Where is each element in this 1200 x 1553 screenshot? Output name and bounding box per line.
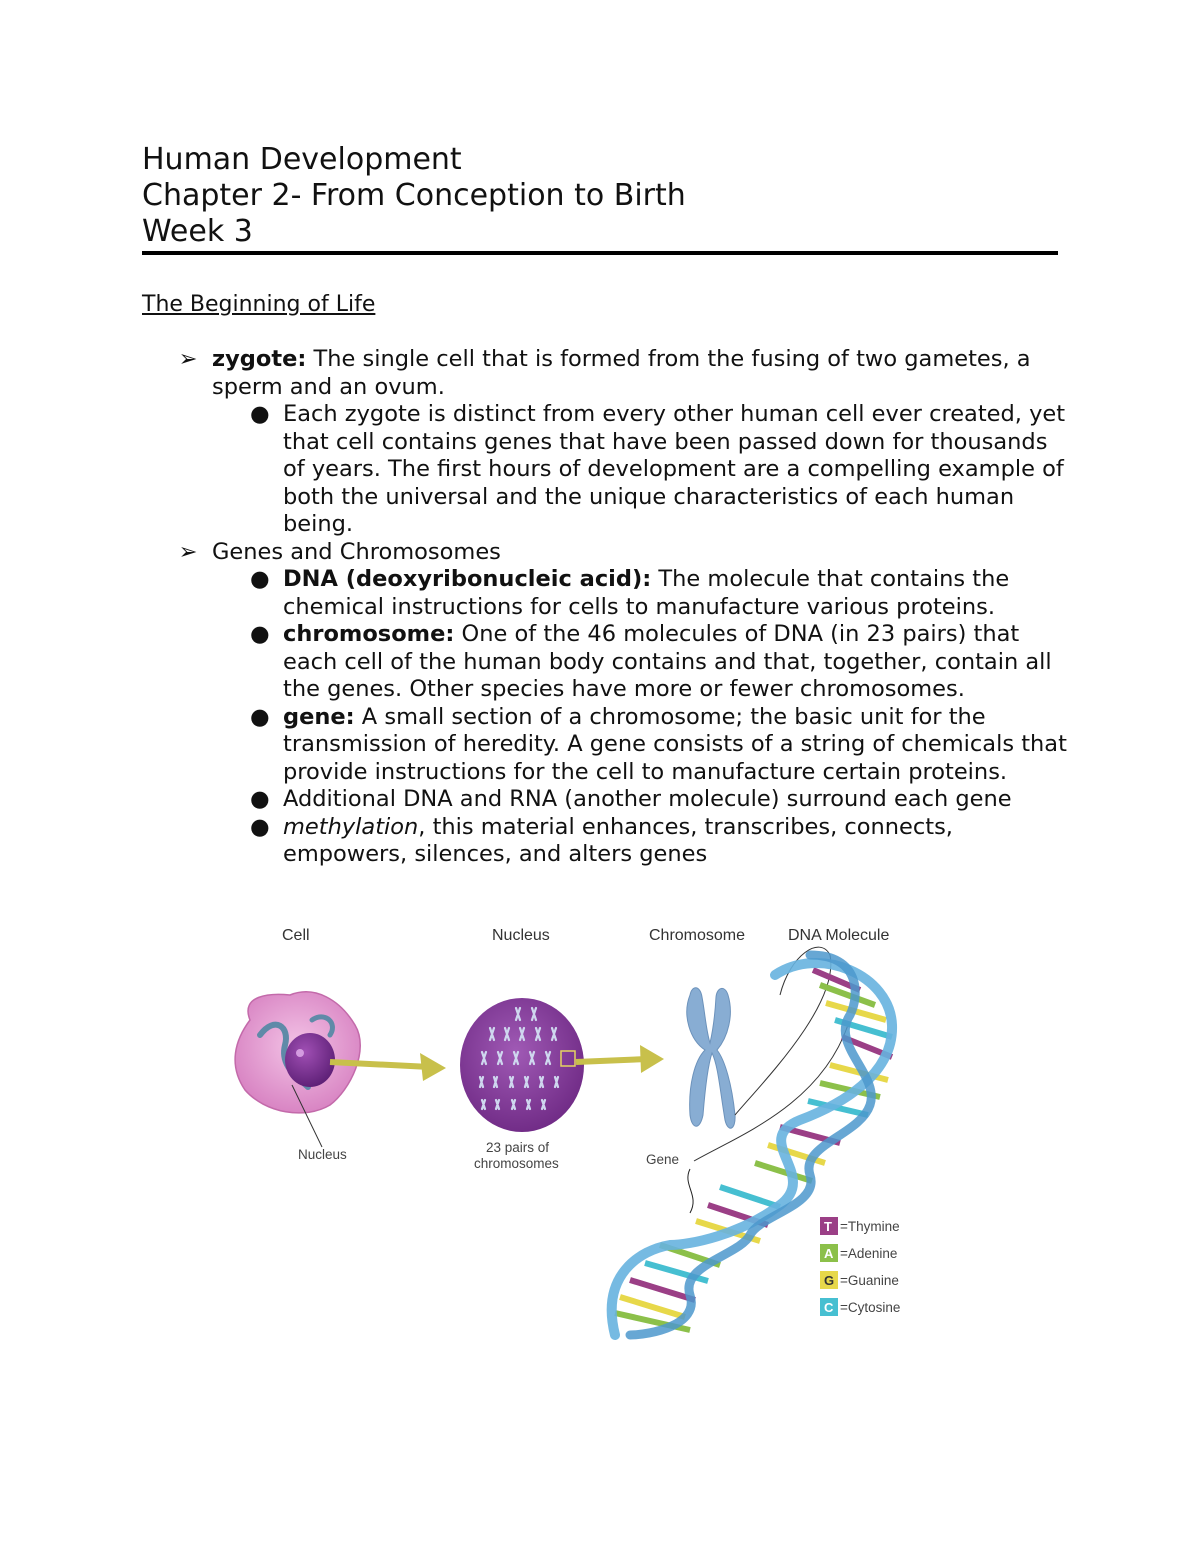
document-title: Human Development [142, 142, 462, 177]
arrow-bullet-icon: ➢ [178, 346, 198, 372]
methylation-term: methylation [283, 813, 419, 840]
svg-text:=Guanine: =Guanine [840, 1273, 899, 1288]
genes-heading: Genes and Chromosomes [212, 538, 501, 565]
methylation-item [142, 814, 1072, 869]
dna-figure [220, 915, 920, 1345]
chromosome-definition: One of the 46 molecules of DNA (in 23 pairs) that each cell of the human body contains and that, together, contain all the genes. Other species have more or fewer chromosomes. [283, 621, 1052, 702]
legend-item-cytosine [820, 1298, 900, 1316]
zygote-subitem [142, 401, 1072, 539]
section-heading: The Beginning of Life [142, 292, 376, 317]
dna-item [142, 566, 1072, 621]
svg-text:=Cytosine: =Cytosine [840, 1300, 901, 1315]
cell-label: Cell [282, 927, 310, 944]
nucleus-callout: Nucleus [298, 1147, 347, 1162]
chromosome-item [142, 621, 1072, 704]
legend-item-adenine [820, 1244, 897, 1262]
week-label: Week 3 [142, 214, 253, 249]
zygote-item [142, 346, 1072, 401]
outline-list [142, 346, 1072, 869]
gene-term: gene: [283, 703, 355, 730]
genes-item [142, 539, 1072, 567]
svg-text:G: G [824, 1273, 835, 1288]
chromosome-label: Chromosome [649, 927, 746, 944]
methylation-definition: , this material enhances, transcribes, connects, empowers, silences, and alters genes [283, 813, 953, 867]
cell-illustration [235, 992, 360, 1162]
svg-text:T: T [824, 1219, 832, 1234]
additional-text: Additional DNA and RNA (another molecule) surround each gene [283, 786, 1012, 812]
bullet-dot-icon: ● [250, 786, 270, 812]
title-divider [142, 251, 1058, 255]
chapter-title: Chapter 2- From Conception to Birth [142, 178, 686, 213]
legend-item-thymine [820, 1217, 900, 1235]
bullet-dot-icon: ● [250, 703, 270, 730]
svg-text:C: C [824, 1300, 834, 1315]
zygote-detail: Each zygote is distinct from every other human cell ever created, yet that cell contains genes that have been passed down for thousands of years. The first hours of development are a compelling example of both the universal and the unique characteristics of each human being. [283, 401, 1066, 537]
gene-item [142, 704, 1072, 787]
gene-label: Gene [646, 1152, 680, 1167]
bullet-dot-icon: ● [250, 621, 270, 647]
zygote-term: zygote: [212, 346, 307, 372]
svg-text:=Thymine: =Thymine [840, 1219, 900, 1234]
bullet-dot-icon: ● [250, 566, 270, 592]
dna-term: DNA (deoxyribonucleic acid): [283, 566, 652, 592]
nucleus-illustration [460, 998, 584, 1171]
base-legend [820, 1217, 900, 1316]
arrow-bullet-icon: ➢ [178, 538, 198, 565]
pairs-caption-line1: 23 pairs of [486, 1140, 550, 1155]
pairs-caption-line2: chromosomes [474, 1156, 559, 1171]
dna-definition: The molecule that contains the chemical instructions for cells to manufacture various proteins. [283, 566, 1010, 620]
chromosome-term: chromosome: [283, 621, 455, 647]
dna-molecule-label: DNA Molecule [788, 927, 890, 944]
arrow-nucleus-to-chromosome-icon [576, 1045, 664, 1073]
title-block [142, 142, 1058, 250]
chromosome-illustration [646, 988, 735, 1213]
legend-item-guanine [820, 1271, 899, 1289]
zygote-definition: The single cell that is formed from the fusing of two gametes, a sperm and an ovum. [212, 346, 1031, 400]
svg-text:=Adenine: =Adenine [840, 1246, 898, 1261]
svg-text:A: A [824, 1246, 834, 1261]
additional-item [142, 786, 1072, 814]
bullet-dot-icon: ● [250, 401, 270, 427]
bullet-dot-icon: ● [250, 813, 270, 840]
gene-definition: A small section of a chromosome; the basic unit for the transmission of heredity. A gene consists of a string of chemicals that provide instructions for the cell to manufacture certain proteins. [283, 703, 1067, 785]
nucleus-label: Nucleus [492, 927, 550, 944]
